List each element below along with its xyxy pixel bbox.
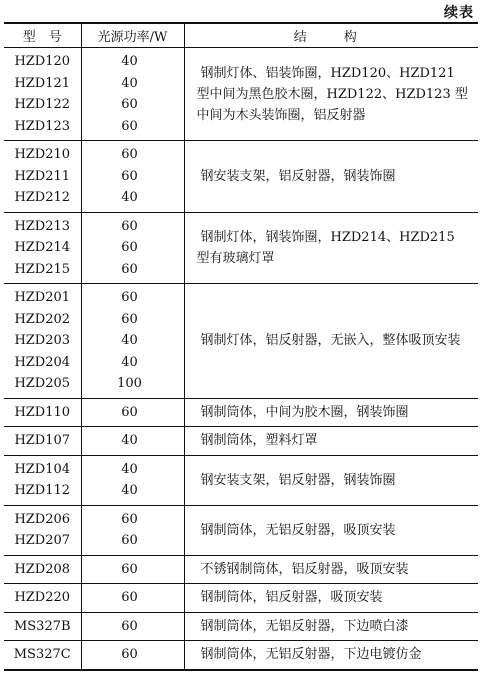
table-row [4,555,478,584]
structure-description: 钢制筒体，铝反射器，吸顶安装 [184,584,478,613]
power-value: 40 [121,461,138,477]
power-cell [81,612,184,641]
model-cell [4,141,81,213]
power-cell [81,141,184,213]
power-value: 60 [121,168,138,184]
model-number: HZD220 [14,590,71,605]
model-number: HZD107 [14,433,71,448]
model-cell [4,284,81,399]
power-value: 60 [121,118,138,134]
structure-description: 钢安装支架，铝反射器，钢装饰圈 [184,455,478,505]
power-value: 60 [121,218,138,234]
model-cell [4,612,81,641]
continued-table-label: 续表 [444,5,474,21]
model-number: HZD201 [14,290,71,305]
luminaire-spec-table [4,22,478,671]
power-cell [81,641,184,670]
table-row [4,584,478,613]
model-number: HZD112 [14,483,71,498]
structure-description: 钢制筒体，中间为胶木圈，钢装饰圈 [184,398,478,427]
model-cell [4,398,81,427]
structure-description: 钢制筒体，无铝反射器，下边电镀仿金 [200,647,422,663]
model-cell [4,48,81,141]
power-value: 40 [121,354,138,370]
model-cell [4,212,81,284]
structure-description: 钢制灯体，铝反射器，无嵌入，整体吸顶安装 [184,284,478,399]
model-cell [4,455,81,505]
power-cell [81,398,184,427]
power-value: 60 [121,240,138,255]
power-value: 40 [121,54,138,69]
header-structure-label: 结 构 [293,30,369,45]
model-number: HZD214 [14,240,71,255]
table-row [4,398,478,427]
model-number: HZD104 [14,461,71,477]
structure-description: 钢安装支架，铝反射器，钢装饰圈 [184,141,478,213]
structure-description: 不锈钢制筒体，铝反射器，吸顶安装 [184,555,478,584]
power-value: 100 [117,376,142,391]
model-cell [4,505,81,555]
power-value: 60 [121,561,138,577]
power-value: 60 [121,97,138,112]
header-structure [184,23,478,48]
power-value: 40 [121,333,138,348]
table-row [4,505,478,555]
power-cell [81,555,184,584]
model-cell [4,584,81,613]
power-value: 60 [121,618,138,634]
table-row [4,48,478,141]
power-cell [81,212,184,284]
model-number: HZD212 [14,190,71,205]
power-cell [81,455,184,505]
model-number: HZD211 [14,168,71,184]
model-number: HZD205 [14,376,71,391]
power-value: 60 [121,647,138,662]
power-cell [81,584,184,613]
model-number: HZD121 [14,75,71,91]
model-number: HZD123 [14,118,71,134]
structure-description: 钢制筒体，无铝反射器，吸顶安装 [184,505,478,555]
power-value: 60 [121,590,138,605]
power-value: 60 [121,261,138,277]
header-row [4,23,478,48]
table-row [4,212,478,284]
power-value: 60 [121,290,138,305]
model-number: HZD206 [14,511,71,527]
power-cell [81,427,184,456]
power-value: 60 [121,511,138,527]
model-cell [4,641,81,670]
power-value: 60 [121,404,138,420]
power-value: 40 [121,483,138,498]
model-number: HZD204 [14,354,71,370]
model-number: HZD208 [14,561,71,577]
model-number: HZD203 [14,333,71,348]
model-number: HZD120 [14,54,71,69]
model-cell [4,427,81,456]
table-row [4,455,478,505]
model-number: HZD110 [14,404,71,420]
model-number: HZD207 [14,533,71,548]
header-power: 光源功率/W [81,23,184,48]
power-cell [81,505,184,555]
table-row [4,612,478,641]
power-value: 60 [121,311,138,327]
header-model: 型 号 [4,23,81,48]
power-cell [81,284,184,399]
power-value: 60 [121,533,138,548]
model-cell [4,555,81,584]
power-value: 40 [121,190,138,205]
table-row [4,284,478,399]
power-value: 40 [121,433,138,448]
model-number: MS327B [13,618,71,634]
table-row [4,427,478,456]
model-number: HZD210 [14,147,71,162]
power-value: 60 [121,147,138,162]
structure-description: 钢制筒体，塑料灯罩 [184,427,478,456]
structure-description: 钢制灯体，钢装饰圈，HZD214、HZD215 型有玻璃灯罩 [184,212,478,284]
model-number: HZD213 [14,218,71,234]
table-body [4,48,478,670]
table-row [4,641,478,670]
power-cell [81,48,184,141]
structure-description: 钢制灯体、铝装饰圈，HZD120、HZD121 型中间为黑色胶木圈，HZD122、HZD123 型中间为木头装饰圈，铝反射器 [184,48,478,141]
model-number: MS327C [13,647,71,662]
table-row [4,141,478,213]
power-value: 40 [121,75,138,91]
model-number: HZD202 [14,311,71,327]
model-number: HZD122 [14,97,71,112]
structure-description: 钢制筒体，无铝反射器，下边喷白漆 [184,612,478,641]
model-number: HZD215 [14,261,71,277]
